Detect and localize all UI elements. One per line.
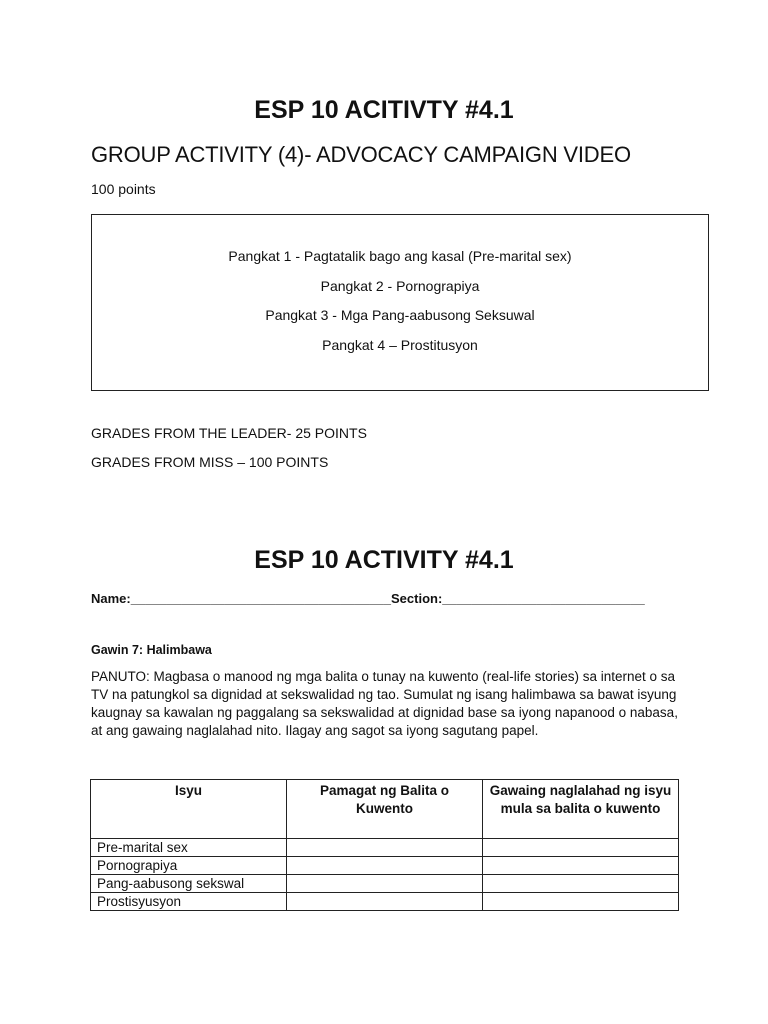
column-header: Isyu	[91, 780, 287, 839]
table-cell	[483, 839, 679, 857]
answer-table	[90, 779, 679, 911]
table-row	[91, 839, 679, 857]
group-item: Pangkat 4 – Prostitusyon	[322, 337, 478, 353]
table-cell	[483, 893, 679, 911]
section-title: ESP 10 ACTIVITY #4.1	[254, 546, 514, 574]
column-header: Gawaing naglalahad ng isyu mula sa balita o kuwento	[483, 780, 679, 839]
table-header-row	[91, 780, 679, 839]
grade-line: GRADES FROM THE LEADER- 25 POINTS	[91, 425, 367, 441]
points-label: 100 points	[91, 181, 156, 197]
table-row	[91, 857, 679, 875]
group-item: Pangkat 1 - Pagtatalik bago ang kasal (Pre-marital sex)	[228, 248, 572, 264]
table-cell	[483, 875, 679, 893]
table-cell	[287, 875, 483, 893]
table-cell	[287, 857, 483, 875]
table-cell	[287, 839, 483, 857]
group-item: Pangkat 2 - Pornograpiya	[320, 278, 480, 294]
table-cell: Pang-aabusong sekswal	[91, 875, 287, 893]
name-section-field: Name:____________________________________Section:____________________________	[91, 591, 645, 606]
instructions-paragraph: PANUTO: Magbasa o manood ng mga balita o tunay na kuwento (real-life stories) sa internet o sa TV na patungkol sa dignidad at sekswalidad ng tao. Sumulat ng isang halimbawa sa bawat isyung kaugnay sa kawalan ng paggalang sa sekswalidad at dignidad base sa iyong napanood o nabasa, at ang gawaing naglalahad nito. Ilagay ang sagot sa iyong sagutang papel.	[91, 669, 678, 738]
group-assignment-box	[91, 214, 709, 391]
activity-subtitle: GROUP ACTIVITY (4)- ADVOCACY CAMPAIGN VIDEO	[91, 142, 631, 167]
table-cell: Prostisyusyon	[91, 893, 287, 911]
column-header: Pamagat ng Balita o Kuwento	[287, 780, 483, 839]
group-item: Pangkat 3 - Mga Pang-aabusong Seksuwal	[265, 307, 535, 323]
grade-line: GRADES FROM MISS – 100 POINTS	[91, 454, 329, 470]
page-title: ESP 10 ACITIVTY #4.1	[254, 96, 514, 124]
table-row	[91, 893, 679, 911]
task-heading: Gawin 7: Halimbawa	[91, 643, 212, 657]
table-cell: Pornograpiya	[91, 857, 287, 875]
table-row	[91, 875, 679, 893]
table-cell	[287, 893, 483, 911]
table-cell: Pre-marital sex	[91, 839, 287, 857]
table-cell	[483, 857, 679, 875]
